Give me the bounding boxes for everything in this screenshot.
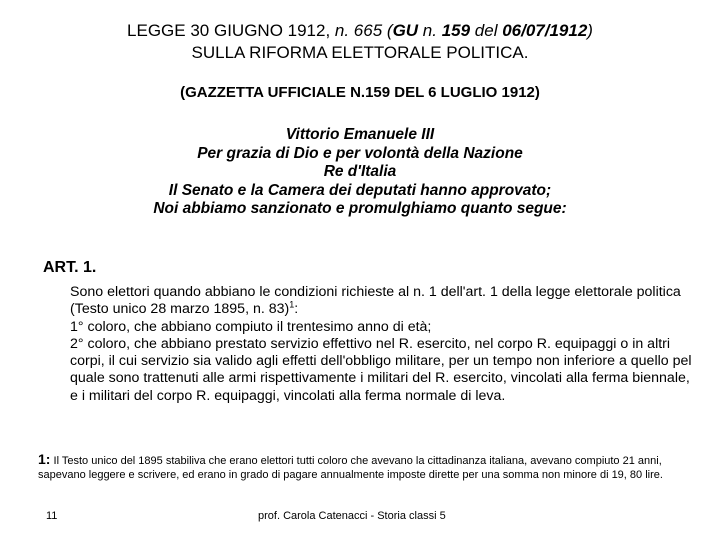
proclamation-line: Il Senato e la Camera dei deputati hanno approvato; [168, 181, 552, 199]
page-number: 11 [46, 510, 58, 522]
proclamation-line: Vittorio Emanuele III [285, 126, 435, 143]
proclamation-line: Per grazia di Dio e per volontà della Nazione [197, 144, 523, 162]
article-body [70, 284, 700, 405]
footnote-ref: 1 [289, 299, 295, 310]
law-title-line2: SULLA RIFORMA ELETTORALE POLITICA. [191, 43, 529, 62]
article-item-2: 2° coloro, che abbiano prestato servizio effettivo nel R. esercito, nel corpo R. equipaggi o in altri corpi, il cui servizio sia valido agli effetti dell'obbligo militare, per un tempo non inferiore a quello pel quale sono trattenuti alle armi rispettivamente i militari del R. esercito, vincolati alla ferma biennale, e i militari del corpo R. equipaggi, vincolati alla ferma normale di leva. [70, 335, 692, 404]
footnote [38, 452, 698, 482]
royal-proclamation [0, 126, 720, 219]
article-item-1: 1° coloro, che abbiano compiuto il trentesimo anno di età; [70, 318, 432, 335]
footnote-text: Il Testo unico del 1895 stabiliva che erano elettori tutti coloro che avevano la cittadinanza italiana, avevano compiuto 21 anni, sapevano leggere e scrivere, ed erano in grado di pagare annualmente imposte dirette per una somma non minore di 19, 80 lire. [38, 455, 663, 481]
law-title-line1: LEGGE 30 GIUGNO 1912, n. 665 (GU n. 159 del 06/07/1912) [127, 21, 593, 40]
article-heading: ART. 1. [43, 259, 97, 276]
footer-author: prof. Carola Catenacci - Storia classi 5 [258, 510, 446, 522]
footnote-mark: 1: [38, 451, 51, 467]
proclamation-line: Re d'Italia [323, 163, 397, 180]
article-intro: Sono elettori quando abbiano le condizioni richieste al n. 1 dell'art. 1 della legge elettorale politica (Testo unico 28 marzo 1895, n. 83)$^1$: [70, 284, 681, 318]
law-title [0, 20, 720, 64]
proclamation-line: Noi abbiamo sanzionato e promulghiamo quanto segue: [153, 200, 567, 217]
gazzetta-reference: (GAZZETTA UFFICIALE N.159 DEL 6 LUGLIO 1912) [180, 84, 540, 101]
